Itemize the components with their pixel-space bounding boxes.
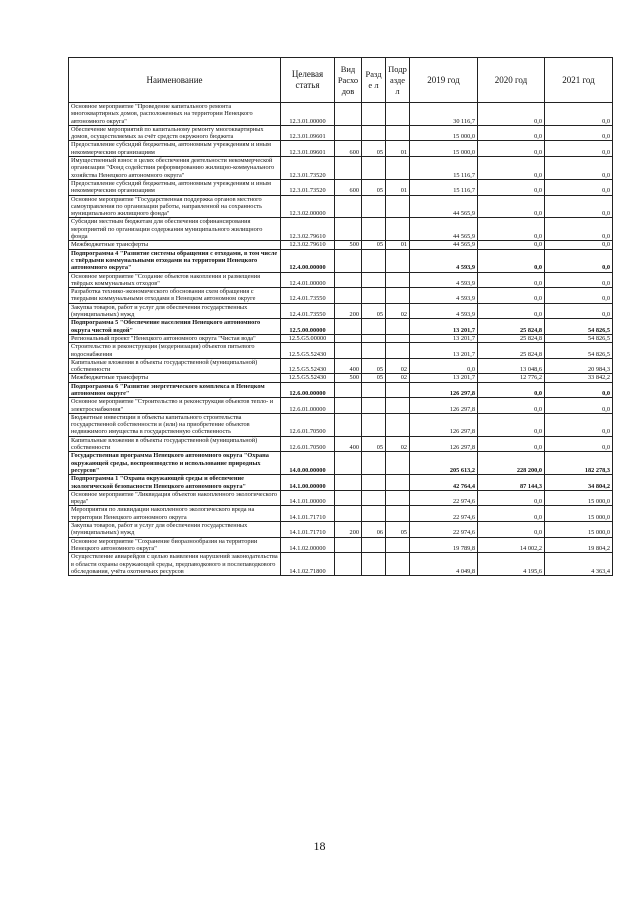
cell-target-article: 12.3.01.00000 <box>281 103 335 126</box>
cell-name: Бюджетные инвестиции в объекты капитального строительства государственной собственности и (или) на приобретение объектов недвижимого имущества в государственную собственность <box>69 413 281 436</box>
table-row <box>69 249 613 272</box>
cell-name: Основное мероприятие "Сохранение биоразнообразия на территории Ненецкого автономного округа" <box>69 537 281 553</box>
table-body <box>69 103 613 576</box>
cell-2020: 13 048,6 <box>478 358 545 374</box>
cell-2020: 0,0 <box>478 436 545 452</box>
header-year-2020: 2020 год <box>478 58 545 103</box>
cell-2021: 0,0 <box>545 249 613 272</box>
cell-name: Имущественный взнос в целях обеспечения деятельности некоммерческой организации "Фонд содействия реформированию жилищно-коммунального хозяйства Ненецкого автономного округа" <box>69 157 281 180</box>
cell-2021: 34 804,2 <box>545 475 613 491</box>
cell-section <box>362 413 386 436</box>
table-row <box>69 303 613 319</box>
cell-2019: 4 593,9 <box>410 303 478 319</box>
cell-target-article: 12.3.01.09601 <box>281 125 335 141</box>
cell-expense-type <box>335 125 362 141</box>
table-row <box>69 103 613 126</box>
cell-section <box>362 343 386 359</box>
cell-subsection <box>386 103 410 126</box>
cell-section: 05 <box>362 241 386 249</box>
cell-expense-type <box>335 382 362 398</box>
cell-2021: 182 278,3 <box>545 452 613 475</box>
cell-expense-type: 600 <box>335 179 362 195</box>
budget-table <box>68 57 613 576</box>
cell-expense-type: 200 <box>335 303 362 319</box>
cell-2019: 126 297,8 <box>410 436 478 452</box>
cell-2021: 15 000,0 <box>545 506 613 522</box>
cell-expense-type <box>335 319 362 335</box>
cell-subsection <box>386 413 410 436</box>
cell-2019: 19 789,8 <box>410 537 478 553</box>
cell-name: Основное мероприятие "Государственная поддержка органов местного самоуправления по организации работы, направленной на сохранность муниципального жилищного фонда" <box>69 195 281 218</box>
cell-subsection: 02 <box>386 436 410 452</box>
table-row <box>69 343 613 359</box>
cell-subsection <box>386 537 410 553</box>
cell-name: Подпрограмма 4 "Развитие системы обращения с отходами, в том числе с твёрдыми коммунальными отходами на территории Ненецкого автономного округа" <box>69 249 281 272</box>
cell-name: Межбюджетные трансферты <box>69 374 281 382</box>
cell-section: 05 <box>362 303 386 319</box>
cell-section <box>362 475 386 491</box>
cell-target-article: 12.6.00.00000 <box>281 382 335 398</box>
table-row <box>69 413 613 436</box>
cell-2020: 25 824,8 <box>478 319 545 335</box>
table-row <box>69 157 613 180</box>
cell-subsection: 05 <box>386 522 410 538</box>
cell-subsection: 02 <box>386 303 410 319</box>
cell-name: Основное мероприятие "Создание объектов накопления и размещения твёрдых коммунальных отходов" <box>69 272 281 288</box>
cell-2019: 15 000,0 <box>410 125 478 141</box>
cell-name: Закупка товаров, работ и услуг для обеспечения государственных (муниципальных) нужд <box>69 303 281 319</box>
cell-2020: 25 824,8 <box>478 334 545 342</box>
cell-expense-type <box>335 157 362 180</box>
cell-2020: 0,0 <box>478 288 545 304</box>
cell-name: Основное мероприятие "Строительство и реконструкция объектов тепло- и электроснабжения" <box>69 398 281 414</box>
cell-2019: 22 974,6 <box>410 490 478 506</box>
cell-name: Капитальные вложения в объекты государственной (муниципальной) собственности <box>69 436 281 452</box>
cell-2021: 0,0 <box>545 103 613 126</box>
table-row <box>69 436 613 452</box>
table-row <box>69 490 613 506</box>
table-row <box>69 218 613 241</box>
table-row <box>69 537 613 553</box>
cell-section: 05 <box>362 358 386 374</box>
cell-2020: 0,0 <box>478 157 545 180</box>
cell-2019: 44 565,9 <box>410 195 478 218</box>
cell-target-article: 14.1.02.00000 <box>281 537 335 553</box>
cell-2020: 228 200,0 <box>478 452 545 475</box>
header-row <box>69 58 613 103</box>
header-subsection: Подр аздел <box>386 58 410 103</box>
cell-name: Капитальные вложения в объекты государственной (муниципальной) собственности <box>69 358 281 374</box>
cell-name: Субсидии местным бюджетам для обеспечения софинансирования мероприятий по организации содержания муниципального жилищного фонда <box>69 218 281 241</box>
cell-subsection <box>386 553 410 576</box>
cell-2021: 0,0 <box>545 288 613 304</box>
cell-target-article: 12.6.01.00000 <box>281 398 335 414</box>
cell-2019: 13 201,7 <box>410 374 478 382</box>
cell-2021: 0,0 <box>545 382 613 398</box>
cell-2019: 15 000,0 <box>410 141 478 157</box>
cell-2019: 15 116,7 <box>410 157 478 180</box>
cell-2020: 0,0 <box>478 398 545 414</box>
cell-name: Предоставление субсидий бюджетным, автономным учреждениям и иным некоммерческим организациям <box>69 179 281 195</box>
cell-section <box>362 288 386 304</box>
cell-2021: 19 804,2 <box>545 537 613 553</box>
cell-2019: 4 049,8 <box>410 553 478 576</box>
cell-name: Мероприятия по ликвидации накопленного экологического вреда на территории Ненецкого автономного округа <box>69 506 281 522</box>
cell-section <box>362 490 386 506</box>
cell-name: Предоставление субсидий бюджетным, автономным учреждениям и иным некоммерческим организациям <box>69 141 281 157</box>
cell-2019: 126 297,8 <box>410 382 478 398</box>
cell-2020: 0,0 <box>478 179 545 195</box>
table-row <box>69 382 613 398</box>
cell-2020: 0,0 <box>478 218 545 241</box>
cell-target-article: 14.1.02.71800 <box>281 553 335 576</box>
cell-section <box>362 319 386 335</box>
cell-2021: 0,0 <box>545 241 613 249</box>
page-number: 18 <box>313 839 326 853</box>
table-row <box>69 475 613 491</box>
table-row <box>69 272 613 288</box>
cell-2019: 205 613,2 <box>410 452 478 475</box>
cell-target-article: 12.3.02.79610 <box>281 241 335 249</box>
table-row <box>69 288 613 304</box>
cell-subsection <box>386 382 410 398</box>
table-row <box>69 398 613 414</box>
cell-target-article: 14.0.00.00000 <box>281 452 335 475</box>
cell-section <box>362 452 386 475</box>
cell-2020: 0,0 <box>478 382 545 398</box>
cell-name: Строительство и реконструкция (модернизация) объектов питьевого водоснабжения <box>69 343 281 359</box>
cell-subsection <box>386 125 410 141</box>
cell-expense-type: 500 <box>335 374 362 382</box>
cell-2019: 22 974,6 <box>410 522 478 538</box>
cell-section <box>362 218 386 241</box>
cell-2020: 0,0 <box>478 141 545 157</box>
table-row <box>69 125 613 141</box>
table-row <box>69 141 613 157</box>
cell-name: Государственная программа Ненецкого автономного округа "Охрана окружающей среды, воспроизводство и использование природных ресурсов" <box>69 452 281 475</box>
cell-2020: 4 195,6 <box>478 553 545 576</box>
cell-name: Подпрограмма 1 "Охрана окружающей среды и обеспечение экологической безопасности Ненецкого автономного округа" <box>69 475 281 491</box>
cell-2020: 0,0 <box>478 103 545 126</box>
cell-expense-type <box>335 103 362 126</box>
cell-2019: 4 593,9 <box>410 288 478 304</box>
cell-target-article: 12.6.01.70500 <box>281 436 335 452</box>
cell-target-article: 12.4.01.73550 <box>281 288 335 304</box>
cell-2019: 44 565,9 <box>410 218 478 241</box>
cell-expense-type <box>335 272 362 288</box>
header-section: Разде л <box>362 58 386 103</box>
cell-2021: 0,0 <box>545 436 613 452</box>
cell-subsection: 02 <box>386 374 410 382</box>
cell-expense-type <box>335 334 362 342</box>
cell-target-article: 12.6.01.70500 <box>281 413 335 436</box>
cell-2020: 0,0 <box>478 272 545 288</box>
cell-subsection <box>386 195 410 218</box>
table-row <box>69 522 613 538</box>
cell-target-article: 12.4.01.00000 <box>281 272 335 288</box>
table-row <box>69 334 613 342</box>
header-expense-type: Вид Расхо дов <box>335 58 362 103</box>
cell-target-article: 12.5.G5.52430 <box>281 374 335 382</box>
table-row <box>69 195 613 218</box>
cell-section <box>362 382 386 398</box>
cell-2019: 126 297,8 <box>410 398 478 414</box>
cell-expense-type: 500 <box>335 241 362 249</box>
cell-2019: 44 565,9 <box>410 241 478 249</box>
cell-2020: 0,0 <box>478 241 545 249</box>
cell-target-article: 14.1.01.71710 <box>281 522 335 538</box>
cell-name: Основное мероприятие "Проведение капитального ремонта многоквартирных домов, расположенных на территории Ненецкого автономного округа" <box>69 103 281 126</box>
cell-target-article: 12.3.01.09601 <box>281 141 335 157</box>
cell-expense-type: 600 <box>335 141 362 157</box>
cell-2020: 12 776,2 <box>478 374 545 382</box>
header-name: Наименование <box>69 58 281 103</box>
cell-2021: 0,0 <box>545 179 613 195</box>
cell-name: Подпрограмма 5 "Обеспечение населения Ненецкого автономного округа чистой водой" <box>69 319 281 335</box>
cell-expense-type <box>335 452 362 475</box>
cell-section <box>362 537 386 553</box>
cell-expense-type <box>335 475 362 491</box>
cell-name: Осуществление авиарейдов с целью выявления нарушений законодательства в области охраны окружающей среды, предпаводкового и послепаводкового обследования, учёта охотничьих ресурсов <box>69 553 281 576</box>
cell-expense-type <box>335 553 362 576</box>
cell-expense-type: 200 <box>335 522 362 538</box>
cell-subsection <box>386 157 410 180</box>
table-row <box>69 241 613 249</box>
cell-subsection: 02 <box>386 358 410 374</box>
table-row <box>69 374 613 382</box>
cell-subsection <box>386 506 410 522</box>
cell-2021: 0,0 <box>545 125 613 141</box>
cell-expense-type <box>335 218 362 241</box>
cell-name: Разработка технико-экономического обоснования схем обращения с твердыми коммунальными отходами в Ненецком автономном округе <box>69 288 281 304</box>
cell-target-article: 12.3.02.79610 <box>281 218 335 241</box>
cell-2021: 0,0 <box>545 413 613 436</box>
cell-2019: 4 593,9 <box>410 272 478 288</box>
cell-expense-type <box>335 490 362 506</box>
cell-subsection <box>386 272 410 288</box>
cell-expense-type <box>335 249 362 272</box>
cell-section <box>362 103 386 126</box>
cell-target-article: 14.1.01.00000 <box>281 490 335 506</box>
cell-2020: 0,0 <box>478 522 545 538</box>
cell-subsection: 01 <box>386 179 410 195</box>
cell-2020: 14 002,2 <box>478 537 545 553</box>
cell-2021: 0,0 <box>545 303 613 319</box>
cell-section <box>362 157 386 180</box>
cell-section <box>362 125 386 141</box>
cell-subsection: 01 <box>386 241 410 249</box>
cell-target-article: 12.3.01.73520 <box>281 179 335 195</box>
cell-target-article: 12.3.02.00000 <box>281 195 335 218</box>
cell-2019: 13 201,7 <box>410 334 478 342</box>
table-row <box>69 452 613 475</box>
cell-2021: 54 826,5 <box>545 343 613 359</box>
cell-name: Закупка товаров, работ и услуг для обеспечения государственных (муниципальных) нужд <box>69 522 281 538</box>
table-row <box>69 506 613 522</box>
cell-target-article: 14.1.01.71710 <box>281 506 335 522</box>
cell-target-article: 12.5.00.00000 <box>281 319 335 335</box>
cell-section: 06 <box>362 522 386 538</box>
cell-name: Подпрограмма 6 "Развитие энергетического комплекса в Ненецком автономном округе" <box>69 382 281 398</box>
cell-expense-type <box>335 288 362 304</box>
header-year-2021: 2021 год <box>545 58 613 103</box>
cell-subsection <box>386 490 410 506</box>
cell-expense-type <box>335 413 362 436</box>
cell-section <box>362 249 386 272</box>
cell-subsection <box>386 218 410 241</box>
cell-subsection <box>386 475 410 491</box>
cell-2021: 15 000,0 <box>545 522 613 538</box>
cell-target-article: 12.4.01.73550 <box>281 303 335 319</box>
cell-2020: 0,0 <box>478 490 545 506</box>
cell-expense-type <box>335 195 362 218</box>
cell-expense-type: 400 <box>335 436 362 452</box>
cell-2020: 0,0 <box>478 413 545 436</box>
cell-target-article: 12.5.G5.52430 <box>281 343 335 359</box>
cell-2020: 25 824,8 <box>478 343 545 359</box>
cell-2019: 13 201,7 <box>410 343 478 359</box>
cell-subsection <box>386 319 410 335</box>
cell-2020: 87 144,3 <box>478 475 545 491</box>
cell-section <box>362 272 386 288</box>
cell-2021: 15 000,0 <box>545 490 613 506</box>
cell-subsection <box>386 343 410 359</box>
cell-subsection <box>386 334 410 342</box>
cell-2021: 0,0 <box>545 141 613 157</box>
cell-name: Региональный проект "Ненецкого автономного округа "Чистая вода" <box>69 334 281 342</box>
cell-2019: 4 593,9 <box>410 249 478 272</box>
cell-section <box>362 195 386 218</box>
cell-2019: 13 201,7 <box>410 319 478 335</box>
table-row <box>69 179 613 195</box>
cell-subsection: 01 <box>386 141 410 157</box>
cell-2020: 0,0 <box>478 125 545 141</box>
cell-2020: 0,0 <box>478 249 545 272</box>
table-row <box>69 319 613 335</box>
cell-expense-type <box>335 398 362 414</box>
cell-2019: 126 297,8 <box>410 413 478 436</box>
cell-2021: 33 842,2 <box>545 374 613 382</box>
cell-section: 05 <box>362 436 386 452</box>
cell-target-article: 14.1.00.00000 <box>281 475 335 491</box>
cell-subsection <box>386 249 410 272</box>
cell-2019: 0,0 <box>410 358 478 374</box>
cell-2019: 42 764,4 <box>410 475 478 491</box>
cell-expense-type <box>335 343 362 359</box>
cell-2021: 0,0 <box>545 157 613 180</box>
cell-expense-type <box>335 506 362 522</box>
cell-2021: 4 363,4 <box>545 553 613 576</box>
cell-2021: 0,0 <box>545 272 613 288</box>
header-target-article: Целевая статья <box>281 58 335 103</box>
cell-2020: 0,0 <box>478 195 545 218</box>
table-row <box>69 358 613 374</box>
cell-section <box>362 334 386 342</box>
cell-name: Основное мероприятие "Ликвидация объектов накопленного экологического вреда" <box>69 490 281 506</box>
cell-target-article: 12.3.01.73520 <box>281 157 335 180</box>
cell-name: Обеспечение мероприятий по капитальному ремонту многоквартирных домов, осуществляемых за счёт средств окружного бюджета <box>69 125 281 141</box>
cell-2019: 22 974,6 <box>410 506 478 522</box>
cell-expense-type: 400 <box>335 358 362 374</box>
cell-subsection <box>386 288 410 304</box>
cell-target-article: 12.4.00.00000 <box>281 249 335 272</box>
cell-2019: 30 116,7 <box>410 103 478 126</box>
cell-target-article: 12.5.G5.52430 <box>281 358 335 374</box>
cell-expense-type <box>335 537 362 553</box>
cell-2021: 0,0 <box>545 398 613 414</box>
cell-subsection <box>386 452 410 475</box>
cell-2020: 0,0 <box>478 506 545 522</box>
header-year-2019: 2019 год <box>410 58 478 103</box>
cell-name: Межбюджетные трансферты <box>69 241 281 249</box>
cell-2021: 20 984,3 <box>545 358 613 374</box>
cell-section <box>362 398 386 414</box>
cell-section <box>362 553 386 576</box>
cell-section: 05 <box>362 141 386 157</box>
cell-2021: 0,0 <box>545 218 613 241</box>
cell-2021: 0,0 <box>545 195 613 218</box>
cell-target-article: 12.5.G5.00000 <box>281 334 335 342</box>
cell-2021: 54 826,5 <box>545 334 613 342</box>
cell-subsection <box>386 398 410 414</box>
cell-section: 05 <box>362 179 386 195</box>
cell-section: 05 <box>362 374 386 382</box>
cell-2020: 0,0 <box>478 303 545 319</box>
cell-2021: 54 826,5 <box>545 319 613 335</box>
table-row <box>69 553 613 576</box>
cell-2019: 15 116,7 <box>410 179 478 195</box>
cell-section <box>362 506 386 522</box>
